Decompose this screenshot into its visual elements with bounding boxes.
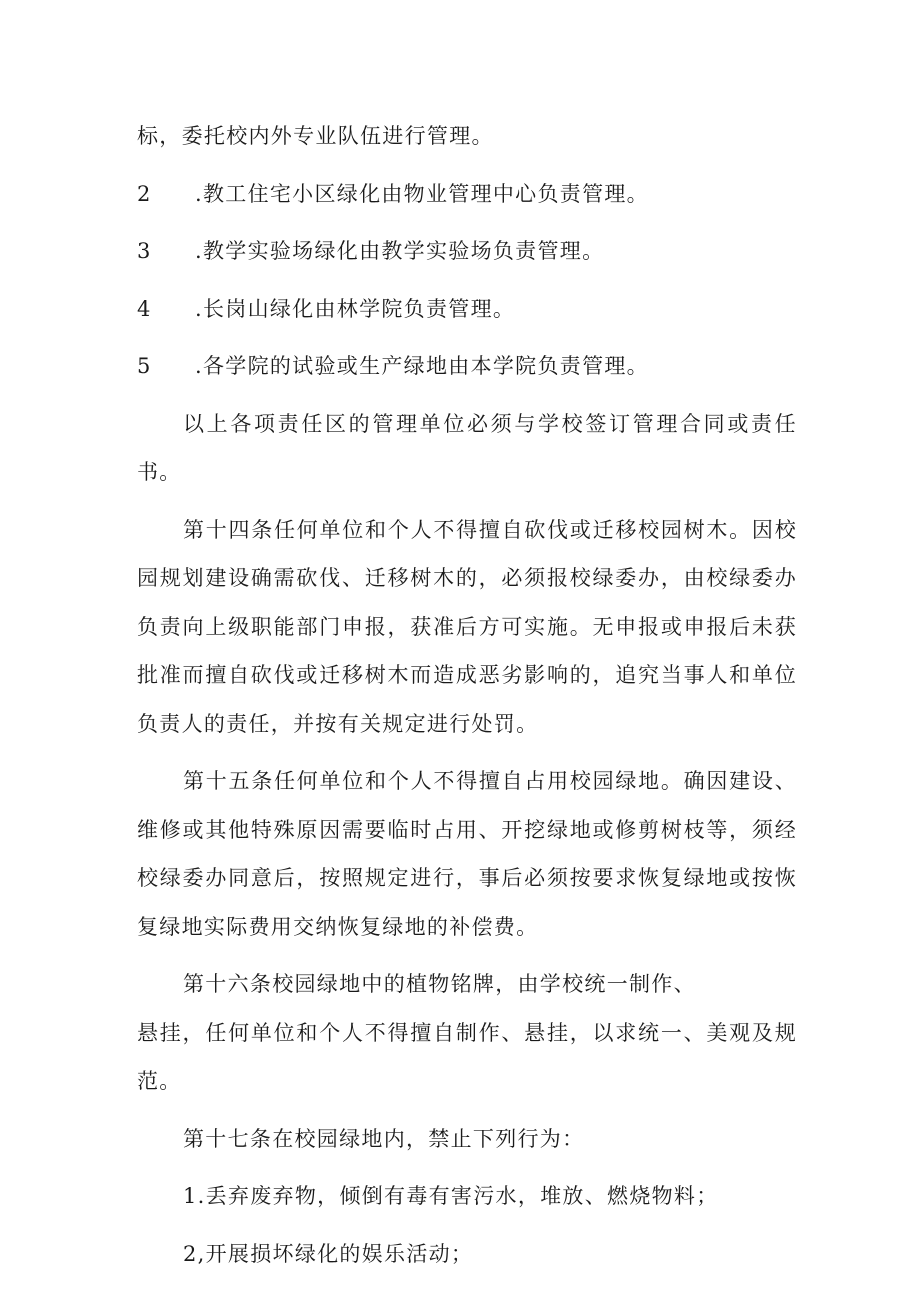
list-item <box>137 227 797 276</box>
list-item-text: .教工住宅小区绿化由物业管理中心负责管理。 <box>195 181 649 206</box>
list-item-number: 3 <box>137 239 152 263</box>
list-item-text: .各学院的试验或生产绿地由本学院负责管理。 <box>195 354 649 378</box>
list-item-number: 5 <box>137 354 152 378</box>
list-item-number: 2 <box>137 181 152 206</box>
article-16-first-line: 第十六条校园绿地中的植物铭牌，由学校统一制作、 <box>183 972 696 996</box>
list-item <box>137 285 797 334</box>
continuation-line: 标，委托校内外专业队伍进行管理。 <box>137 124 494 148</box>
article-14-paragraph: 第十四条任何单位和个人不得擅自砍伐或迁移校园树木。因校园规划建设确需砍伐、迁移树木的，必须报校绿委办，由校绿委办负责向上级职能部门申报，获准后方可实施。无申报或申报后未获批准而擅自砍伐或迁移树木而造成恶劣影响的，追究当事人和单位负责人的责任，并按有关规定进行处罚。 <box>137 517 797 736</box>
article-15-paragraph: 第十五条任何单位和个人不得擅自占用校园绿地。确因建设、维修或其他特殊原因需要临时占用、开挖绿地或修剪树枝等，须经校绿委办同意后，按照规定进行，事后必须按要求恢复绿地或按恢复绿地实际费用交纳恢复绿地的补偿费。 <box>137 769 797 939</box>
article-16-continuation: 悬挂，任何单位和个人不得擅自制作、悬挂，以求统一、美观及规范。 <box>137 1020 797 1093</box>
prohibited-item: 2,开展损坏绿化的娱乐活动； <box>183 1241 474 1266</box>
list-item <box>137 342 797 391</box>
list-item-text: .长岗山绿化由林学院负责管理。 <box>195 296 516 321</box>
contract-paragraph: 以上各项责任区的管理单位必须与学校签订管理合同或责任书。 <box>137 411 797 484</box>
document-body <box>137 112 797 1278</box>
article-17-paragraph: 第十七条在校园绿地内，禁止下列行为： <box>183 1126 585 1151</box>
list-item-number: 4 <box>137 296 152 321</box>
list-item-text: .教学实验场绿化由教学实验场负责管理。 <box>195 239 605 263</box>
prohibited-item: 1.丢弃废弃物，倾倒有毒有害污水，堆放、燃烧物料； <box>183 1184 719 1208</box>
list-item <box>137 170 797 219</box>
